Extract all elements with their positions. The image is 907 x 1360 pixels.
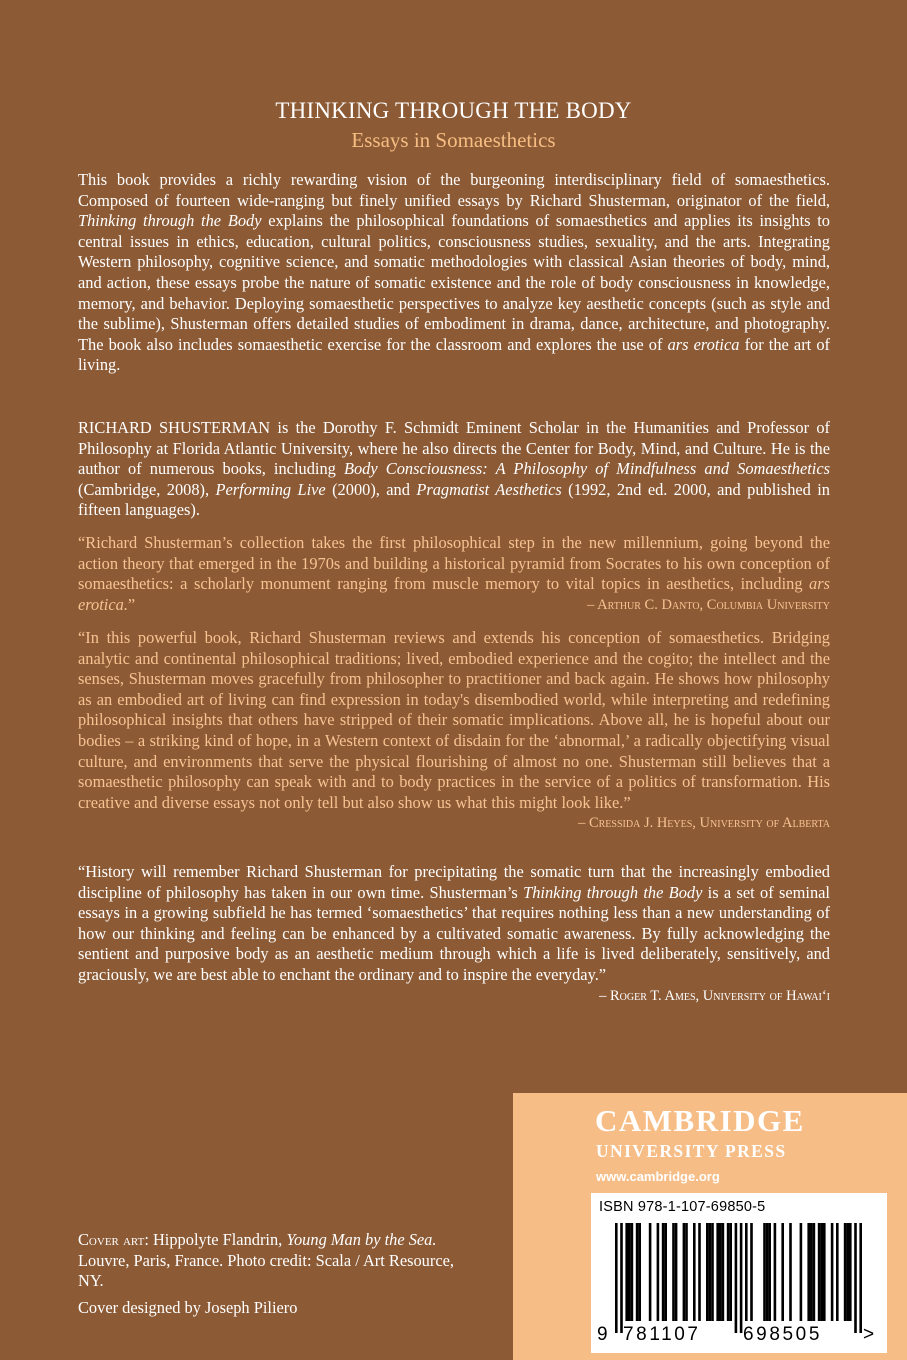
barcode-bar (625, 1223, 628, 1321)
barcode-bar (740, 1223, 743, 1333)
publisher-logo: CAMBRIDGE (595, 1103, 805, 1138)
ean-arrow: > (863, 1324, 875, 1345)
barcode-bar (722, 1223, 725, 1321)
book-subtitle: Essays in Somaesthetics (351, 128, 556, 152)
barcode-bar (709, 1223, 712, 1321)
barcode-bar (636, 1223, 639, 1321)
barcode-bar (849, 1223, 852, 1321)
author-bio: RICHARD SHUSTERMAN is the Dorothy F. Schmidt Eminent Scholar in the Humanities and Professor of Philosophy at Florida Atlantic University, where he also directs the Center for Body, Mind, and Culture. He is the author of numerous books, including Body Consciousness: A Philosophy of Mindfulness and Somaesthetics (Cambridge, 2008), Performing Live (2000), and Pragmatist Aesthetics (1992, 2nd ed. 2000, and published in fifteen languages). (78, 418, 831, 520)
barcode-bar (846, 1223, 849, 1321)
barcode-bar (763, 1223, 766, 1321)
barcode-bar (672, 1223, 675, 1321)
barcode-bar (729, 1223, 732, 1321)
barcode-bar (813, 1223, 816, 1321)
ean-first-digit: 9 (597, 1324, 608, 1345)
barcode-bar (807, 1223, 810, 1321)
barcode-bar (664, 1223, 667, 1321)
publisher-url: www.cambridge.org (596, 1169, 720, 1184)
barcode-bar (727, 1223, 730, 1321)
ean-right-group: 698505 (743, 1324, 823, 1345)
barcode-bar (620, 1223, 623, 1333)
barcode-bar (831, 1223, 834, 1321)
book-title: THINKING THROUGH THE BODY (275, 98, 632, 123)
barcode-bar (768, 1223, 771, 1321)
barcode-bar (818, 1223, 821, 1321)
review-quote-heyes: “In this powerful book, Richard Shusterman reviews and extends his conception of somaesthetics. Bridging analytic and continental philosophical traditions; lived, embodied experience and the cogito; the intellect and the senses, Shusterman moves gracefully from philosopher to practitioner and back again. He shows how philosophy as an embodied art of living can find expression in today's disembodied world, while interpreting and redefining philosophical insights that others have stripped of their somatic implications. Above all, he is hopeful about our bodies – a striking kind of hope, in a Western context of disdain for the ‘abnormal,’ a radically objectifying visual culture, and environments that serve the physical flourishing of almost no one. Shusterman still believes that a somaesthetic philosophy can speak with and to body practices in the service of a politics of transformation. His creative and diverse essays not only tell but also show us what this might look like.” – Cressida J. Heyes, University of Alberta (78, 628, 830, 834)
barcode-bar (774, 1223, 777, 1321)
barcode-bar (800, 1223, 803, 1321)
barcode-bar (766, 1223, 769, 1321)
quote-attribution: – Arthur C. Danto, Columbia University (587, 596, 830, 613)
barcode-bar (711, 1223, 714, 1321)
barcode-bar (716, 1223, 719, 1321)
barcode-bar (750, 1223, 753, 1321)
publisher-logo-subline: UNIVERSITY PRESS (596, 1141, 787, 1161)
isbn-label: ISBN 978-1-107-69850-5 (599, 1199, 766, 1215)
quote-attribution: – Cressida J. Heyes, University of Alberta (578, 815, 830, 832)
barcode-bar (836, 1223, 839, 1321)
cover-designer-credit: Cover designed by Joseph Piliero (78, 1298, 298, 1317)
barcode-bar (844, 1223, 847, 1321)
barcode-bar (693, 1223, 696, 1321)
review-quote-ames: “History will remember Richard Shusterman for precipitating the somatic turn that the increasingly embodied discipline of philosophy has taken in our own time. Shusterman’s Thinking through the Body is a set of seminal essays in a growing subfield he has termed ‘somaesthetics’ that requires nothing less than a new understanding of how our thinking and feeling can be enhanced by a cultivated somatic awareness. By fully acknowledging the sentient and purposive body as an aesthetic medium through which a life is lived deliberately, sensitively, and graciously, we are best able to enchant the ordinary and to inspire the everyday.” – Roger T. Ames, University of Hawai‘i (78, 862, 830, 1006)
barcode-bar (820, 1223, 823, 1321)
barcode-bar (698, 1223, 701, 1321)
publisher-panel (513, 1093, 907, 1360)
barcode-bar (649, 1223, 652, 1321)
barcode-bar (685, 1223, 688, 1321)
quote-attribution: – Roger T. Ames, University of Hawai‘i (599, 987, 830, 1004)
barcode-bar (662, 1223, 665, 1321)
ean-left-group: 781107 (623, 1324, 701, 1345)
barcode-bar (706, 1223, 709, 1321)
cover-art-credit: Cover art: Hippolyte Flandrin, Young Man by the Sea. Louvre, Paris, France. Photo credit: Scala / Art Resource, NY. (78, 1230, 454, 1291)
barcode-bar (781, 1223, 784, 1321)
barcode-bar (823, 1223, 826, 1321)
book-description: This book provides a richly rewarding vision of the burgeoning interdisciplinary field of somaesthetics. Composed of fourteen wide-ranging but finely unified essays by Richard Shusterman, originator of the field, Thinking through the Body explains the philosophical foundations of somaesthetics and applies its insights to central issues in ethics, education, cultural politics, consciousness studies, sexuality, and the arts. Integrating Western philosophy, cognitive science, and somatic methodologies with classical Asian theories of body, mind, and action, these essays probe the nature of somatic existence and the role of body consciousness in knowledge, memory, and behavior. Deploying somaesthetic perspectives to analyze key aesthetic concepts (such as style and the sublime), Shusterman offers detailed studies of embodiment in drama, dance, architecture, and photography. The book also includes somaesthetic exercise for the classroom and explores the use of ars erotica for the art of living. (78, 170, 830, 375)
barcode-bar (854, 1223, 857, 1333)
barcode-box (591, 1193, 887, 1353)
barcode-bar (683, 1223, 686, 1321)
barcode-bar (657, 1223, 660, 1321)
barcode-bar (735, 1223, 738, 1333)
barcode-bar (789, 1223, 792, 1321)
barcode-bar (628, 1223, 631, 1321)
barcode-bar (859, 1223, 862, 1333)
review-quote-danto: “Richard Shusterman’s collection takes the first philosophical step in the new millennium, going beyond the action theory that emerged in the 1970s and building a historical pyramid from Socrates to his own conception of somaesthetics: a scholarly monument ranging from muscle memory to vital topics in aesthetics, including ars erotica.” – Arthur C. Danto, Columbia University (78, 533, 830, 614)
barcode-bar (675, 1223, 678, 1321)
barcode-bar (615, 1223, 618, 1333)
barcode-bar (810, 1223, 813, 1321)
barcode-bar (638, 1223, 641, 1321)
barcode-bar (631, 1223, 634, 1321)
barcode-bar (719, 1223, 722, 1321)
barcode-bar (745, 1223, 748, 1321)
